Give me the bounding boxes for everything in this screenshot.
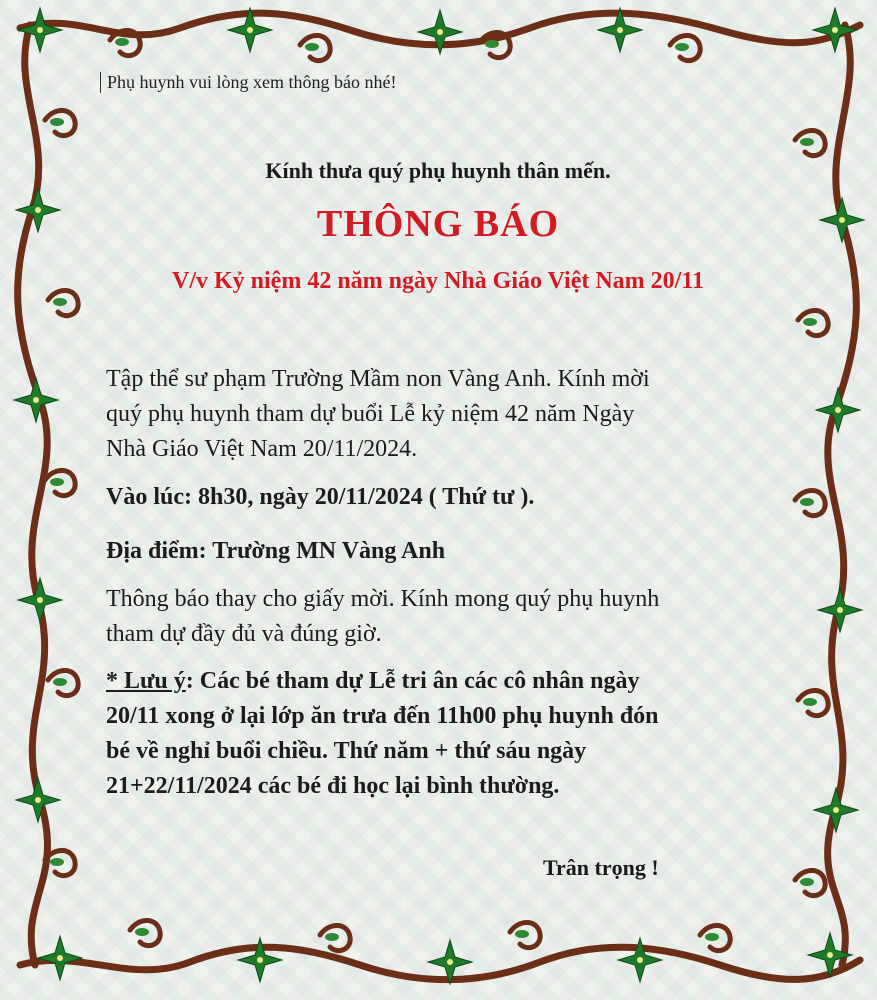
event-place: Địa điểm: Trường MN Vàng Anh bbox=[106, 538, 446, 564]
note-section bbox=[106, 664, 786, 804]
note-line: 21+22/11/2024 các bé đi học lại bình thường. bbox=[106, 773, 560, 799]
greeting: Kính thưa quý phụ huynh thân mến. bbox=[265, 158, 611, 183]
attendance-paragraph bbox=[106, 582, 786, 652]
paragraph-line: tham dự đầy đủ và đúng giờ. bbox=[106, 621, 382, 647]
note-line: bé về nghỉ buổi chiều. Thứ năm + thứ sáu ngày bbox=[106, 738, 587, 764]
event-time: Vào lúc: 8h30, ngày 20/11/2024 ( Thứ tư ). bbox=[106, 484, 535, 510]
paragraph-line: Nhà Giáo Việt Nam 20/11/2024. bbox=[106, 436, 418, 462]
paragraph-line: quý phụ huynh tham dự buổi Lễ kỷ niệm 42 năm Ngày bbox=[106, 401, 635, 427]
paragraph-line: Thông báo thay cho giấy mời. Kính mong quý phụ huynh bbox=[106, 586, 660, 612]
note-label: * Lưu ý bbox=[106, 668, 186, 694]
header-note: Phụ huynh vui lòng xem thông báo nhé! bbox=[100, 72, 396, 93]
notice-title: THÔNG BÁO bbox=[316, 203, 560, 245]
notice-subtitle: V/v Kỷ niệm 42 năm ngày Nhà Giáo Việt Nam 20/11 bbox=[171, 268, 705, 294]
note-line: 20/11 xong ở lại lớp ăn trưa đến 11h00 phụ huynh đón bbox=[106, 703, 659, 729]
note-first-line bbox=[106, 664, 786, 699]
sign-off: Trân trọng ! bbox=[543, 855, 659, 880]
note-text: : Các bé tham dự Lễ tri ân các cô nhân ngày bbox=[185, 668, 640, 694]
invitation-paragraph bbox=[106, 362, 786, 467]
notice-content bbox=[88, 60, 788, 940]
paragraph-line: Tập thể sư phạm Trường Mầm non Vàng Anh. Kính mời bbox=[106, 366, 650, 392]
